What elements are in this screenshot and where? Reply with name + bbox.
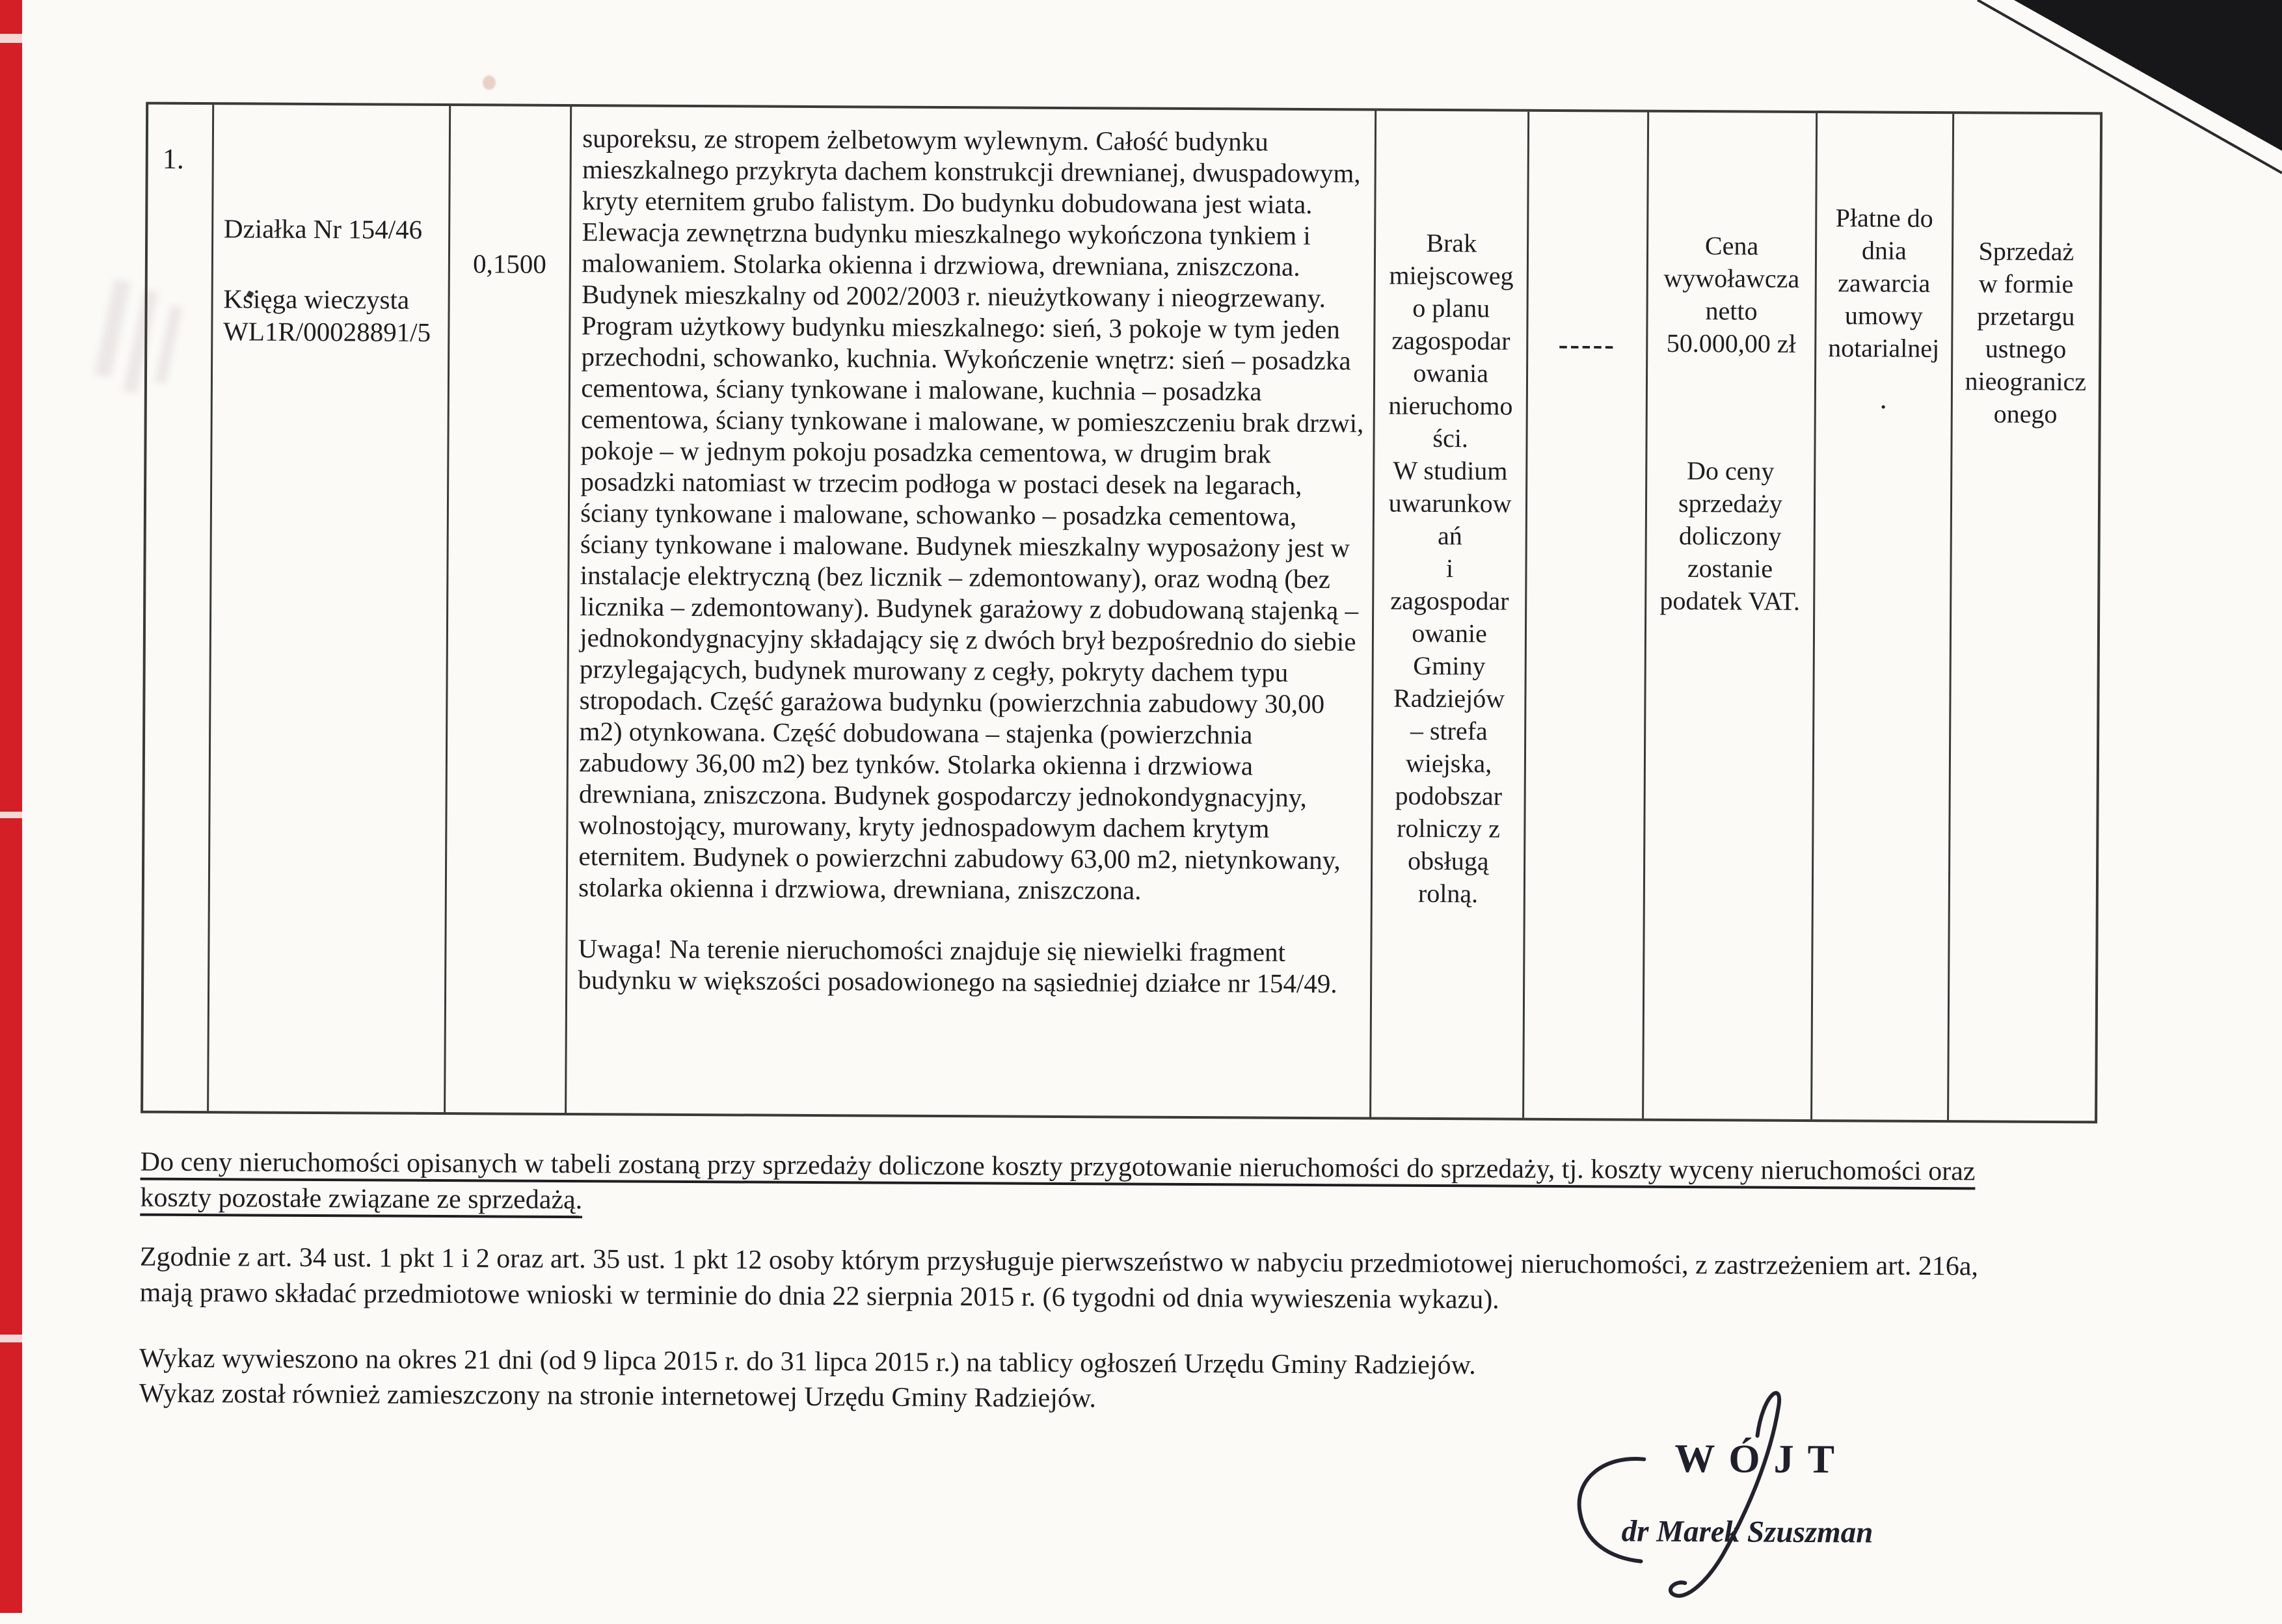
zoning-cell bbox=[1371, 111, 1529, 1118]
area-cell bbox=[446, 106, 572, 1113]
land-registry-number: WL1R/00028891/5 bbox=[223, 316, 431, 347]
empty-dash-cell bbox=[1524, 112, 1649, 1119]
price-cell bbox=[1644, 113, 1818, 1119]
sale-form-text: Sprzedaż w formie przetargu ustnego nieogranicz onego bbox=[1965, 236, 2087, 429]
legal-basis-paragraph: Zgodnie z art. 34 ust. 1 pkt 1 i 2 oraz art. 35 ust. 1 pkt 12 osoby którym przysługuje pierwszeństwo w nabyciu przedmiotowej nieruchomości, z zastrzeżeniem art. 216a, mają prawo składać przedmiotowe wnioski w terminie do dnia 22 sierpnia 2015 r. (6 tygodni od dnia wywieszenia wykazu). bbox=[139, 1242, 1979, 1315]
posting-period-line: Wykaz wywieszono na okres 21 dni (od 9 lipca 2015 r. do 31 lipca 2015 r.) na tablicy ogłoszeń Urzędu Gminy Radziejów. bbox=[139, 1343, 1476, 1381]
description-cell bbox=[567, 107, 1376, 1117]
parcel-cell bbox=[209, 105, 451, 1112]
stray-period: . bbox=[1879, 382, 1887, 415]
posting-website-line: Wykaz został również zamieszczony na stronie internetowej Urzędu Gminy Radziejów. bbox=[139, 1378, 1097, 1414]
sale-form-cell bbox=[1949, 114, 2100, 1121]
row-number: 1. bbox=[162, 142, 184, 175]
signature-name: dr Marek Szuszman bbox=[1621, 1514, 1873, 1550]
zoning-text: Brak miejscoweg o planu zagospodar owania nieruchomo ści. W studium uwarunkow ań i zagospodar owanie Gminy Radziejów – strefa wiejska, podobszar rolniczy z obsługą rolną. bbox=[1388, 228, 1514, 909]
dash-placeholder: ----- bbox=[1558, 328, 1617, 361]
land-registry-label: Księga wieczysta bbox=[223, 284, 410, 315]
signature-title: WÓJT bbox=[1674, 1436, 1849, 1482]
area-value: 0,1500 bbox=[473, 248, 547, 279]
property-listing-table bbox=[141, 102, 2102, 1124]
property-description: suporeksu, ze stropem żelbetowym wylewnym. Całość budynku mieszkalnego przykryta dachem konstrukcji drewnianej, dwuspadowym, kryty eternitem grubo falistym. Do budynku dobudowana jest wiata. Elewacja zewnętrzna budynku mieszkalnego wykończona tynkiem i malowaniem. Stolarka okienna i drzwiowa, drewniana, zniszczona. Budynek mieszkalny od 2002/2003 r. nieużytkowany i nieogrzewany. Program użytkowy budynku mieszkalnego: sień, 3 pokoje w tym jeden przechodni, schowanko, kuchnia. Wykończenie wnętrz: sień – posadzka cementowa, ściany tynkowane i malowane, kuchnia – posadzka cementowa, ściany tynkowane i malowane, w pomieszczeniu brak drzwi, pokoje – w jednym pokoju posadzka cementowa, w drugim brak posadzki natomiast w trzecim podłoga w postaci desek na legarach, ściany tynkowane i malowane, schowanko – posadzka cementowa, ściany tynkowane i malowane. Budynek mieszkalny wyposażony jest w instalacje elektryczną (bez licznik – zdemontowany), oraz wodną (bez licznika – zdemontowany). Budynek garażowy z dobudowaną stajenką – jednokondygnacyjny składający się z dwóch brył bezpośrednio do siebie przylegających, budynek murowany z cegły, pokryty dachem typu stropodach. Część garażowa budynku (powierzchnia zabudowy 30,00 m2) otynkowana. Część dobudowana – stajenka (powierzchnia zabudowy 36,00 m2) bez tynków. Stolarka okienna i drzwiowa drewniana, zniszczona. Budynek gospodarczy jednokondygnacyjny, wolnostojący, murowany, kryty jednospadowym dachem krytym eternitem. Budynek o powierzchni zabudowy 63,00 m2, nietynkowany, stolarka okienna i drzwiowa, drewniana, zniszczona. bbox=[578, 123, 1364, 905]
payment-terms: Płatne do dnia zawarcia umowy notarialnej bbox=[1828, 203, 1940, 364]
parcel-plot-number: Działka Nr 154/46 bbox=[223, 213, 423, 245]
payment-terms-cell bbox=[1812, 113, 1954, 1120]
row-number-cell bbox=[143, 105, 214, 1112]
vat-note: Do ceny sprzedaży doliczony zostanie podatek VAT. bbox=[1659, 456, 1801, 616]
starting-price: Cena wywoławcza netto 50.000,00 zł bbox=[1663, 231, 1800, 358]
property-description-note: Uwaga! Na terenie nieruchomości znajduje się niewielki fragment budynku w większości posadowionego na sąsiedniej działce nr 154/49. bbox=[578, 933, 1337, 999]
costs-underlined-paragraph: Do ceny nieruchomości opisanych w tabeli zostaną przy sprzedaży doliczone koszty przygotowanie nieruchomości do sprzedaży, tj. koszty wyceny nieruchomości oraz koszty pozostałe związane ze sprzedażą. bbox=[140, 1147, 1976, 1216]
